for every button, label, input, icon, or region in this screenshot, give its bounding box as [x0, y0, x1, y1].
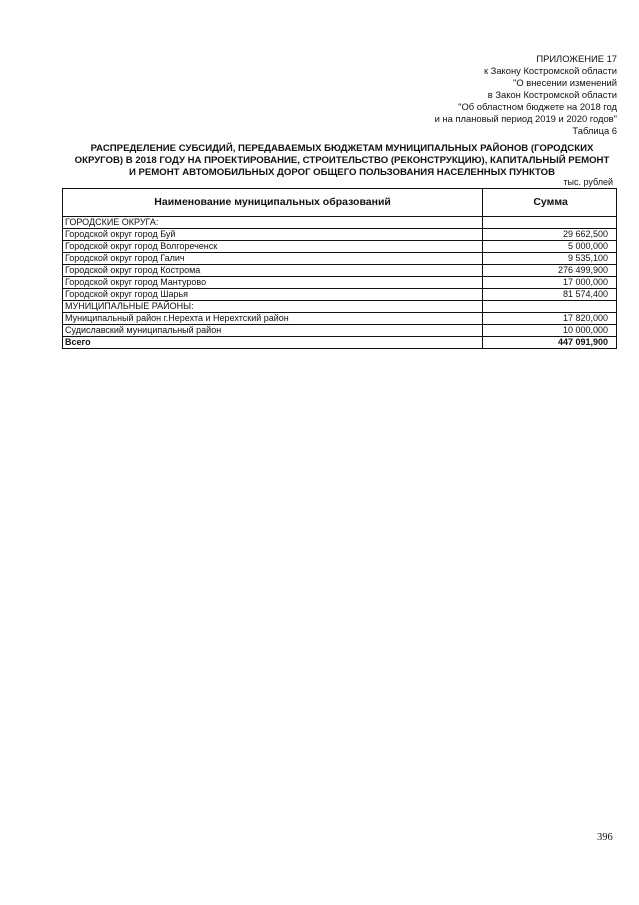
row-name: МУНИЦИПАЛЬНЫЕ РАЙОНЫ:: [63, 301, 483, 313]
title-line: ОКРУГОВ) В 2018 ГОДУ НА ПРОЕКТИРОВАНИЕ, СТРОИТЕЛЬСТВО (РЕКОНСТРУКЦИЮ), КАПИТАЛЬНЫЙ РЕМОНТ: [74, 155, 610, 166]
table-row: [63, 313, 617, 325]
table-row: [63, 241, 617, 253]
appendix-line: "О внесении изменений: [513, 77, 617, 88]
row-sum: 81 574,400: [483, 289, 617, 301]
row-sum: [483, 217, 617, 229]
table-row: [63, 289, 617, 301]
title-line: И РЕМОНТ АВТОМОБИЛЬНЫХ ДОРОГ ОБЩЕГО ПОЛЬЗОВАНИЯ НАСЕЛЕННЫХ ПУНКТОВ: [128, 167, 556, 178]
row-name: Судиславский муниципальный район: [63, 325, 483, 337]
row-sum: 29 662,500: [483, 229, 617, 241]
column-header-sum: Сумма: [483, 189, 617, 217]
table-row: [63, 253, 617, 265]
table-number: Таблица 6: [572, 125, 617, 136]
appendix-line: и на плановый период 2019 и 2020 годов": [434, 113, 617, 124]
subsidy-table: [62, 188, 617, 349]
row-sum: 276 499,900: [483, 265, 617, 277]
row-sum: [483, 301, 617, 313]
table-row: [63, 301, 617, 313]
column-header-name: Наименование муниципальных образований: [63, 189, 483, 217]
table-row: [63, 277, 617, 289]
page-number: 396: [597, 832, 613, 843]
appendix-line: в Закон Костромской области: [487, 89, 617, 100]
appendix-line: ПРИЛОЖЕНИЕ 17: [536, 53, 617, 64]
total-sum: 447 091,900: [483, 337, 617, 349]
units-label: тыс. рублей: [563, 177, 613, 187]
total-label: Всего: [63, 337, 483, 349]
table-row: [63, 229, 617, 241]
row-sum: 5 000,000: [483, 241, 617, 253]
appendix-header: [435, 53, 617, 137]
row-name: Городской округ город Волгореченск: [63, 241, 483, 253]
table-total-row: [63, 337, 617, 349]
row-name: ГОРОДСКИЕ ОКРУГА:: [63, 217, 483, 229]
row-name: Муниципальный район г.Нерехта и Нерехтский район: [63, 313, 483, 325]
row-name: Городской округ город Мантурово: [63, 277, 483, 289]
row-name: Городской округ город Кострома: [63, 265, 483, 277]
row-sum: 9 535,100: [483, 253, 617, 265]
row-name: Городской округ город Галич: [63, 253, 483, 265]
table-row: [63, 265, 617, 277]
table-header-row: [63, 189, 617, 217]
row-sum: 17 820,000: [483, 313, 617, 325]
row-sum: 10 000,000: [483, 325, 617, 337]
title-line: РАСПРЕДЕЛЕНИЕ СУБСИДИЙ, ПЕРЕДАВАЕМЫХ БЮДЖЕТАМ МУНИЦИПАЛЬНЫХ РАЙОНОВ (ГОРОДСКИХ: [90, 143, 594, 154]
row-name: Городской округ город Буй: [63, 229, 483, 241]
document-title: [62, 143, 622, 179]
table-row: [63, 325, 617, 337]
row-sum: 17 000,000: [483, 277, 617, 289]
table-row: [63, 217, 617, 229]
row-name: Городской округ город Шарья: [63, 289, 483, 301]
appendix-line: к Закону Костромской области: [483, 65, 617, 76]
appendix-line: "Об областном бюджете на 2018 год: [458, 101, 617, 112]
